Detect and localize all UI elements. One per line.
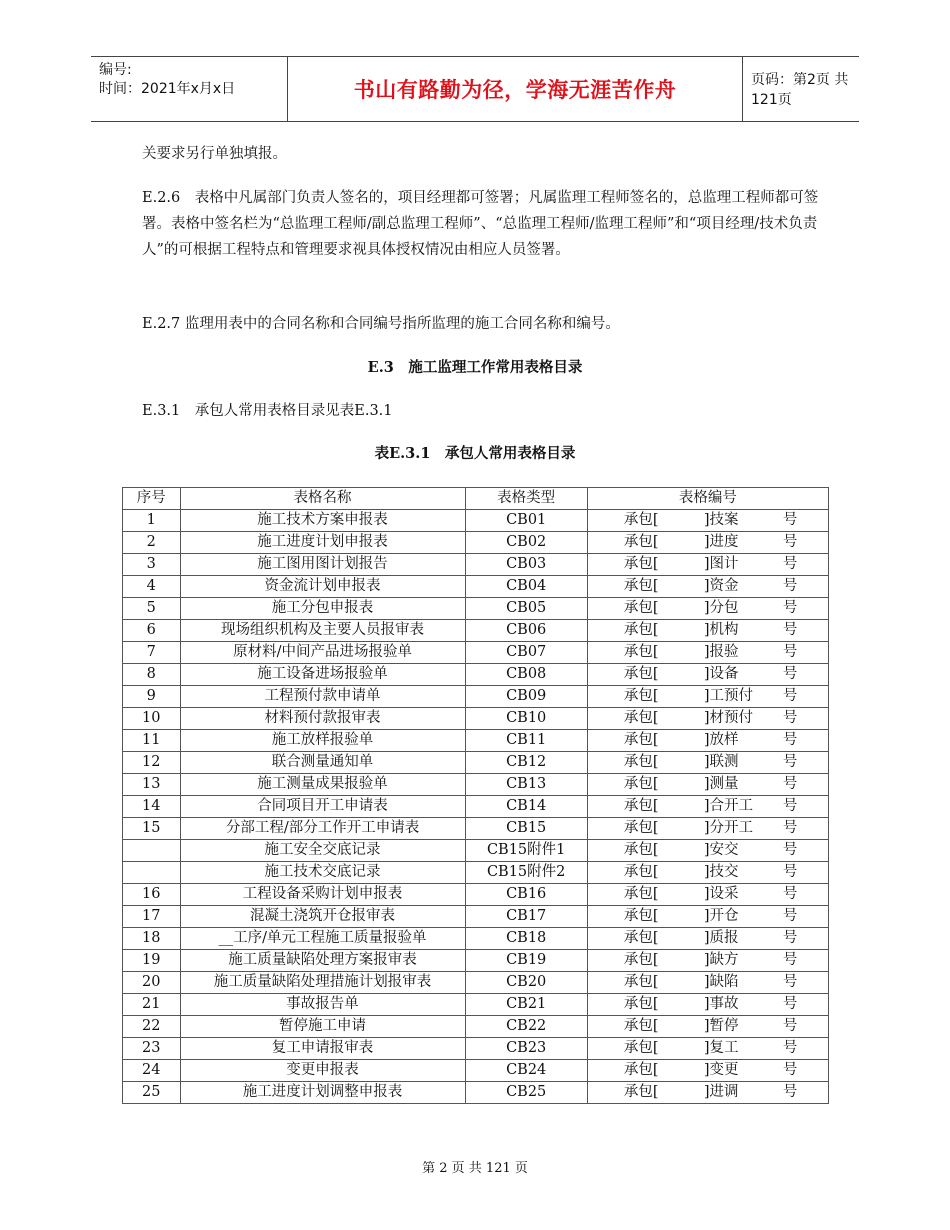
code-suffix: 号 <box>782 688 798 704</box>
code-suffix: 号 <box>782 754 798 770</box>
cell-no: 15 <box>123 818 181 840</box>
cell-name: 混凝土浇筑开仓报审表 <box>180 906 465 928</box>
cell-type: CB17 <box>465 906 587 928</box>
cell-no: 20 <box>123 972 181 994</box>
cell-type: CB25 <box>465 1082 587 1104</box>
table-row <box>123 730 829 752</box>
cell-name: 施工放样报验单 <box>180 730 465 752</box>
cell-no: 18 <box>123 928 181 950</box>
cell-no: 12 <box>123 752 181 774</box>
cell-type: CB05 <box>465 598 587 620</box>
cell-no: 24 <box>123 1060 181 1082</box>
cell-type: CB19 <box>465 950 587 972</box>
code-prefix: 承包[ <box>623 534 659 550</box>
cell-name: 工程设备采购计划申报表 <box>180 884 465 906</box>
code-category: ]安交 <box>703 842 739 858</box>
code-category: ]资金 <box>703 578 739 594</box>
code-prefix: 承包[ <box>623 578 659 594</box>
cell-type: CB15附件1 <box>465 840 587 862</box>
document-date: 时间：2021年x月x日 <box>99 81 236 97</box>
cell-name: 施工质量缺陷处理措施计划报审表 <box>180 972 465 994</box>
cell-no: 8 <box>123 664 181 686</box>
code-suffix: 号 <box>782 1018 798 1034</box>
code-prefix: 承包[ <box>623 996 659 1012</box>
paragraph-e-3-1: E.3.1 承包人常用表格目录见表E.3.1 <box>142 403 393 419</box>
code-prefix: 承包[ <box>623 952 659 968</box>
cell-code <box>587 576 828 598</box>
table-row <box>123 884 829 906</box>
column-header-no: 序号 <box>123 488 181 510</box>
code-category: ]暂停 <box>703 1018 739 1034</box>
cell-code <box>587 664 828 686</box>
code-suffix: 号 <box>782 622 798 638</box>
code-suffix: 号 <box>782 556 798 572</box>
code-prefix: 承包[ <box>623 622 659 638</box>
cell-name: 资金流计划申报表 <box>180 576 465 598</box>
cell-no: 3 <box>123 554 181 576</box>
table-row <box>123 708 829 730</box>
code-category: ]合开工 <box>703 798 753 814</box>
code-suffix: 号 <box>782 974 798 990</box>
cell-no: 10 <box>123 708 181 730</box>
cell-code <box>587 774 828 796</box>
code-suffix: 号 <box>782 930 798 946</box>
page-header <box>91 56 859 122</box>
cell-no: 22 <box>123 1016 181 1038</box>
code-category: ]技案 <box>703 512 739 528</box>
cell-type: CB12 <box>465 752 587 774</box>
code-suffix: 号 <box>782 732 798 748</box>
cell-code <box>587 994 828 1016</box>
table-row <box>123 642 829 664</box>
code-suffix: 号 <box>782 1040 798 1056</box>
code-category: ]放样 <box>703 732 739 748</box>
cell-code <box>587 862 828 884</box>
header-motto-cell <box>287 57 743 121</box>
table-row <box>123 554 829 576</box>
cell-type: CB11 <box>465 730 587 752</box>
cell-name: 暂停施工申请 <box>180 1016 465 1038</box>
cell-no: 23 <box>123 1038 181 1060</box>
code-prefix: 承包[ <box>623 820 659 836</box>
code-category: ]设采 <box>703 886 739 902</box>
cell-code <box>587 972 828 994</box>
code-suffix: 号 <box>782 908 798 924</box>
cell-name: 施工图用图计划报告 <box>180 554 465 576</box>
cell-code <box>587 510 828 532</box>
code-prefix: 承包[ <box>623 666 659 682</box>
cell-type: CB20 <box>465 972 587 994</box>
paragraph-continued: 关要求另行单独填报。 <box>142 146 287 162</box>
code-category: ]测量 <box>703 776 739 792</box>
code-suffix: 号 <box>782 710 798 726</box>
cell-name: 施工进度计划调整申报表 <box>180 1082 465 1104</box>
cell-code <box>587 840 828 862</box>
cell-no: 1 <box>123 510 181 532</box>
table-row <box>123 862 829 884</box>
code-prefix: 承包[ <box>623 1062 659 1078</box>
code-prefix: 承包[ <box>623 776 659 792</box>
cell-name: __工序/单元工程施工质量报验单 <box>180 928 465 950</box>
cell-name: 材料预付款报审表 <box>180 708 465 730</box>
code-suffix: 号 <box>782 776 798 792</box>
cell-name: 施工分包申报表 <box>180 598 465 620</box>
header-meta <box>91 57 287 121</box>
code-prefix: 承包[ <box>623 512 659 528</box>
cell-type: CB16 <box>465 884 587 906</box>
cell-no: 16 <box>123 884 181 906</box>
code-suffix: 号 <box>782 534 798 550</box>
table-row <box>123 906 829 928</box>
code-prefix: 承包[ <box>623 556 659 572</box>
table-row <box>123 928 829 950</box>
table-row <box>123 664 829 686</box>
cell-no <box>123 862 181 884</box>
column-header-name: 表格名称 <box>180 488 465 510</box>
cell-code <box>587 928 828 950</box>
code-prefix: 承包[ <box>623 908 659 924</box>
cell-no <box>123 840 181 862</box>
code-suffix: 号 <box>782 512 798 528</box>
document-number-label: 编号: <box>99 62 132 78</box>
cell-type: CB21 <box>465 994 587 1016</box>
cell-name: 施工安全交底记录 <box>180 840 465 862</box>
table-row <box>123 840 829 862</box>
code-prefix: 承包[ <box>623 1018 659 1034</box>
cell-code <box>587 1060 828 1082</box>
table-row <box>123 818 829 840</box>
cell-code <box>587 1016 828 1038</box>
cell-no: 5 <box>123 598 181 620</box>
table-row <box>123 532 829 554</box>
cell-name: 变更申报表 <box>180 1060 465 1082</box>
code-prefix: 承包[ <box>623 1084 659 1100</box>
code-prefix: 承包[ <box>623 710 659 726</box>
cell-code <box>587 554 828 576</box>
cell-type: CB03 <box>465 554 587 576</box>
cell-code <box>587 730 828 752</box>
code-suffix: 号 <box>782 864 798 880</box>
table-row <box>123 1060 829 1082</box>
page-footer: 第 2 页 共 121 页 <box>422 1161 528 1176</box>
cell-name: 施工技术方案申报表 <box>180 510 465 532</box>
table-row <box>123 510 829 532</box>
cell-code <box>587 598 828 620</box>
cell-name: 原材料/中间产品进场报验单 <box>180 642 465 664</box>
cell-no: 21 <box>123 994 181 1016</box>
cell-name: 分部工程/部分工作开工申请表 <box>180 818 465 840</box>
cell-no: 19 <box>123 950 181 972</box>
code-category: ]机构 <box>703 622 739 638</box>
cell-type: CB15附件2 <box>465 862 587 884</box>
table-row <box>123 774 829 796</box>
code-suffix: 号 <box>782 798 798 814</box>
table-row <box>123 576 829 598</box>
cell-no: 17 <box>123 906 181 928</box>
cell-type: CB14 <box>465 796 587 818</box>
table-row <box>123 796 829 818</box>
cell-code <box>587 1082 828 1104</box>
cell-type: CB22 <box>465 1016 587 1038</box>
table-row <box>123 1016 829 1038</box>
code-category: ]技交 <box>703 864 739 880</box>
cell-name: 施工质量缺陷处理方案报审表 <box>180 950 465 972</box>
cell-type: CB06 <box>465 620 587 642</box>
cell-no: 6 <box>123 620 181 642</box>
table-row <box>123 752 829 774</box>
cell-name: 施工设备进场报验单 <box>180 664 465 686</box>
column-header-type: 表格类型 <box>465 488 587 510</box>
cell-code <box>587 532 828 554</box>
cell-type: CB15 <box>465 818 587 840</box>
code-suffix: 号 <box>782 578 798 594</box>
code-suffix: 号 <box>782 666 798 682</box>
code-prefix: 承包[ <box>623 644 659 660</box>
table-row <box>123 994 829 1016</box>
paragraph-e-2-7: E.2.7 监理用表中的合同名称和合同编号指所监理的施工合同名称和编号。 <box>142 316 620 332</box>
code-category: ]进度 <box>703 534 739 550</box>
code-category: ]分开工 <box>703 820 753 836</box>
cell-type: CB23 <box>465 1038 587 1060</box>
code-prefix: 承包[ <box>623 864 659 880</box>
cell-no: 7 <box>123 642 181 664</box>
code-category: ]进调 <box>703 1084 739 1100</box>
code-category: ]设备 <box>703 666 739 682</box>
table-row <box>123 1038 829 1060</box>
code-prefix: 承包[ <box>623 600 659 616</box>
code-suffix: 号 <box>782 886 798 902</box>
cell-no: 2 <box>123 532 181 554</box>
code-category: ]报验 <box>703 644 739 660</box>
cell-name: 施工技术交底记录 <box>180 862 465 884</box>
code-category: ]开仓 <box>703 908 739 924</box>
cell-code <box>587 796 828 818</box>
code-prefix: 承包[ <box>623 974 659 990</box>
cell-code <box>587 620 828 642</box>
cell-code <box>587 708 828 730</box>
cell-name: 现场组织机构及主要人员报审表 <box>180 620 465 642</box>
code-suffix: 号 <box>782 644 798 660</box>
code-category: ]工预付 <box>703 688 753 704</box>
cell-type: CB04 <box>465 576 587 598</box>
cell-type: CB02 <box>465 532 587 554</box>
code-suffix: 号 <box>782 842 798 858</box>
cell-type: CB09 <box>465 686 587 708</box>
code-suffix: 号 <box>782 820 798 836</box>
table-row <box>123 950 829 972</box>
cell-no: 4 <box>123 576 181 598</box>
table-row <box>123 972 829 994</box>
cell-code <box>587 906 828 928</box>
code-category: ]复工 <box>703 1040 739 1056</box>
cell-type: CB08 <box>465 664 587 686</box>
cell-type: CB13 <box>465 774 587 796</box>
cell-code <box>587 1038 828 1060</box>
code-prefix: 承包[ <box>623 930 659 946</box>
cell-code <box>587 884 828 906</box>
cell-code <box>587 686 828 708</box>
code-prefix: 承包[ <box>623 688 659 704</box>
code-suffix: 号 <box>782 952 798 968</box>
cell-type: CB18 <box>465 928 587 950</box>
cell-type: CB01 <box>465 510 587 532</box>
cell-type: CB24 <box>465 1060 587 1082</box>
code-suffix: 号 <box>782 1084 798 1100</box>
cell-name: 事故报告单 <box>180 994 465 1016</box>
cell-no: 25 <box>123 1082 181 1104</box>
code-suffix: 号 <box>782 996 798 1012</box>
table-row <box>123 620 829 642</box>
cell-name: 施工进度计划申报表 <box>180 532 465 554</box>
header-motto: 书山有路勤为径，学海无涯苦作舟 <box>353 78 677 102</box>
cell-name: 联合测量通知单 <box>180 752 465 774</box>
table-title: 表E.3.1 承包人常用表格目录 <box>374 445 576 462</box>
form-catalog-table <box>122 487 829 1104</box>
code-category: ]联测 <box>703 754 739 770</box>
cell-code <box>587 950 828 972</box>
paragraph-e-2-6: E.2.6 表格中凡属部门负责人签名的，项目经理都可签署；凡属监理工程师签名的，总监理工程师都可签署。表格中签名栏为“总监理工程师/副总监理工程师”、“总监理工程师/监理工程师”和“项目经理/技术负责人”的可根据工程特点和管理要求视具体授权情况由相应人员签署。 <box>142 190 819 258</box>
code-category: ]质报 <box>703 930 739 946</box>
cell-type: CB07 <box>465 642 587 664</box>
code-suffix: 号 <box>782 600 798 616</box>
cell-type: CB10 <box>465 708 587 730</box>
cell-name: 复工申请报审表 <box>180 1038 465 1060</box>
cell-no: 14 <box>123 796 181 818</box>
table-row <box>123 1082 829 1104</box>
cell-code <box>587 752 828 774</box>
code-category: ]缺陷 <box>703 974 739 990</box>
table-row <box>123 686 829 708</box>
cell-no: 11 <box>123 730 181 752</box>
code-category: ]缺方 <box>703 952 739 968</box>
section-title: E.3 施工监理工作常用表格目录 <box>367 359 583 376</box>
cell-name: 工程预付款申请单 <box>180 686 465 708</box>
code-prefix: 承包[ <box>623 754 659 770</box>
cell-name: 合同项目开工申请表 <box>180 796 465 818</box>
code-category: ]分包 <box>703 600 739 616</box>
header-page-number: 页码：第2页 共121页 <box>751 72 849 108</box>
code-prefix: 承包[ <box>623 1040 659 1056</box>
code-category: ]事故 <box>703 996 739 1012</box>
table-header-row <box>123 488 829 510</box>
cell-name: 施工测量成果报验单 <box>180 774 465 796</box>
code-prefix: 承包[ <box>623 732 659 748</box>
cell-no: 9 <box>123 686 181 708</box>
code-category: ]变更 <box>703 1062 739 1078</box>
table-row <box>123 598 829 620</box>
code-prefix: 承包[ <box>623 798 659 814</box>
code-prefix: 承包[ <box>623 886 659 902</box>
cell-no: 13 <box>123 774 181 796</box>
cell-code <box>587 818 828 840</box>
column-header-code: 表格编号 <box>587 488 828 510</box>
code-category: ]图计 <box>703 556 739 572</box>
code-category: ]材预付 <box>703 710 753 726</box>
code-prefix: 承包[ <box>623 842 659 858</box>
cell-code <box>587 642 828 664</box>
code-suffix: 号 <box>782 1062 798 1078</box>
